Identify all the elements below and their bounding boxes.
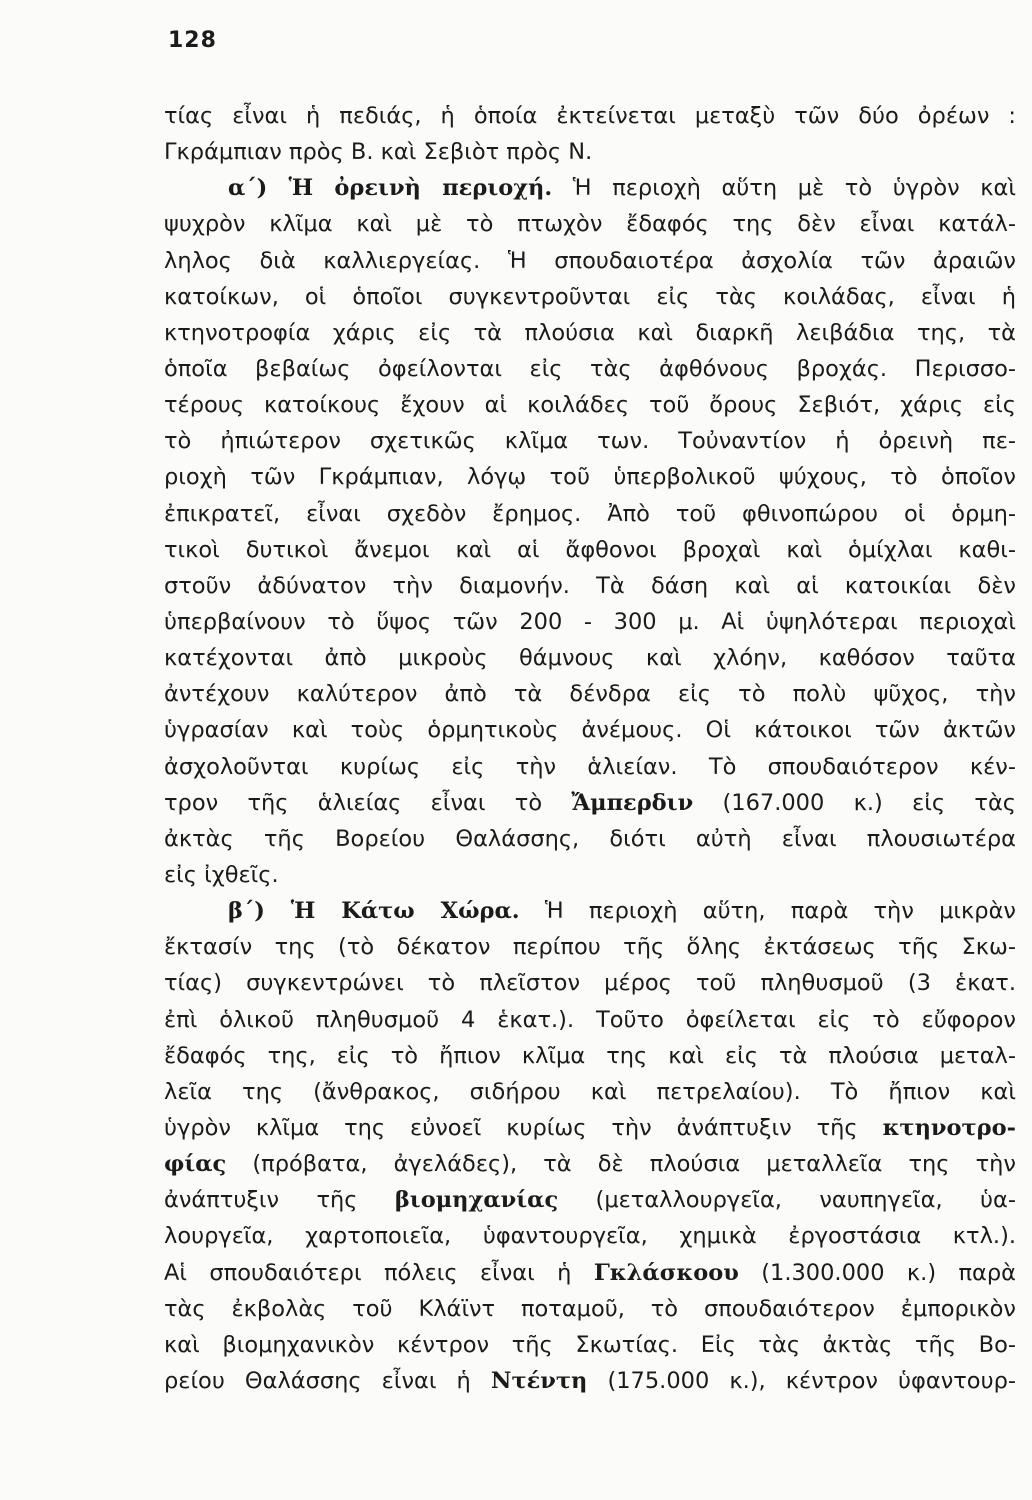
body-text <box>164 98 1016 1399</box>
text-segment: Ἡ περιοχὴ αὕτη μὲ τὸ ὑγρὸν καὶ <box>552 175 1016 202</box>
text-segment: κατέχονται ἀπὸ μικροὺς θάμνους καὶ χλόην, καθόσον ταῦτα <box>164 645 1016 672</box>
text-line <box>164 1291 1016 1327</box>
text-line <box>164 640 1016 676</box>
text-line <box>164 965 1016 1001</box>
text-line <box>164 1038 1016 1074</box>
bold-term: Ντέντη <box>490 1367 588 1394</box>
text-segment: τίας εἶναι ἡ πεδιάς, ἡ ὁποία ἐκτείνεται μεταξὺ τῶν δύο ὀρέων : <box>164 103 1016 129</box>
text-line <box>164 1327 1016 1363</box>
text-segment: ληλος διὰ καλλιεργείας. Ἡ σπουδαιοτέρα ἀσχολία τῶν ἀραιῶν <box>164 247 1016 274</box>
text-segment: (175.000 κ.), κέντρον ὑφαντουρ- <box>587 1367 1016 1394</box>
bold-term: α΄) Ἡ ὀρεινὴ περιοχή. <box>228 175 553 202</box>
text-line <box>164 315 1016 351</box>
text-line <box>164 785 1016 821</box>
text-segment: κτηνοτροφία χάρις εἰς τὰ πλούσια καὶ διαρκῆ λειβάδια της, τὰ <box>164 319 1016 346</box>
text-segment: Γκράμπιαν πρὸς Β. καὶ Σεβιὸτ πρὸς Ν. <box>164 139 593 166</box>
text-line <box>164 1146 1016 1182</box>
text-segment: ψυχρὸν κλῖμα καὶ μὲ τὸ πτωχὸν ἔδαφός της δὲν εἶναι κατάλ- <box>164 211 1016 238</box>
text-line <box>164 1363 1016 1399</box>
text-segment: ἀντέχουν καλύτερον ἀπὸ τὰ δένδρα εἰς τὸ πολὺ ψῦχος, τὴν <box>164 681 1016 708</box>
text-line <box>164 423 1016 459</box>
text-segment: ἀσχολοῦνται κυρίως εἰς τὴν ἁλιείαν. Τὸ σπουδαιότερον κέν- <box>164 753 1016 780</box>
text-segment: τὸ ἠπιώτερον σχετικῶς κλῖμα των. Τοὐναντίον ἡ ὀρεινὴ πε- <box>164 428 1016 455</box>
text-segment: ἔδαφός της, εἰς τὸ ἤπιον κλῖμα της καὶ εἰς τὰ πλούσια μεταλ- <box>164 1042 1016 1069</box>
bold-term: κτηνοτρο- <box>882 1114 1016 1141</box>
bold-term: Γκλάσκοου <box>593 1259 739 1286</box>
text-segment: ρείου Θαλάσσης εἶναι ἡ <box>164 1367 491 1394</box>
text-line <box>164 857 1016 893</box>
text-line <box>164 279 1016 315</box>
text-line <box>164 351 1016 387</box>
text-line <box>164 134 1016 170</box>
text-line <box>164 1002 1016 1038</box>
text-line <box>164 1110 1016 1146</box>
text-segment: ἔκτασίν της (τὸ δέκατον περίπου τῆς ὅλης ἐκτάσεως τῆς Σκω- <box>164 934 1016 961</box>
text-segment: ἐπὶ ὁλικοῦ πληθυσμοῦ 4 ἑκατ.). Τοῦτο ὀφείλεται εἰς τὸ εὔφορον <box>164 1006 1016 1033</box>
bold-term: Ἄμπερδιν <box>571 789 694 816</box>
text-line <box>164 1074 1016 1110</box>
text-segment: ὑπερβαίνουν τὸ ὕψος τῶν 200 - 300 μ. Αἱ ὑψηλότεραι περιοχαὶ <box>164 608 1016 635</box>
text-line <box>164 98 1016 134</box>
text-segment: εἰς ἰχθεῖς. <box>164 861 279 888</box>
text-segment: κατοίκων, οἱ ὁποῖοι συγκεντροῦνται εἰς τὰς κοιλάδας, εἶναι ἡ <box>164 283 1016 310</box>
text-segment: λεῖα της (ἄνθρακος, σιδήρου καὶ πετρελαίου). Τὸ ἤπιον καὶ <box>164 1078 1016 1105</box>
text-line <box>164 170 1016 206</box>
text-line <box>164 243 1016 279</box>
text-line <box>164 568 1016 604</box>
text-segment: (μεταλλουργεῖα, ναυπηγεῖα, ὑα- <box>558 1187 1016 1214</box>
text-segment: (1.300.000 κ.) παρὰ <box>738 1259 1016 1286</box>
text-line <box>164 496 1016 532</box>
text-line <box>164 387 1016 423</box>
text-segment: (167.000 κ.) εἰς τὰς <box>693 789 1016 816</box>
text-segment: τέρους κατοίκους ἔχουν αἱ κοιλάδες τοῦ ὄρους Σεβιότ, χάρις εἰς <box>164 392 1016 419</box>
text-line <box>164 1218 1016 1254</box>
text-segment: ἀνάπτυξιν τῆς <box>164 1187 395 1214</box>
text-segment: ὁποῖα βεβαίως ὀφείλονται εἰς τὰς ἀφθόνους βροχάς. Περισσο- <box>164 355 1016 382</box>
text-segment: Αἱ σπουδαιότερι πόλεις εἶναι ἡ <box>164 1259 594 1286</box>
text-segment: λουργεῖα, χαρτοποιεῖα, ὑφαντουργεῖα, χημικὰ ἐργοστάσια κτλ.). <box>164 1223 1016 1250</box>
text-line <box>164 749 1016 785</box>
text-segment: στοῦν ἀδύνατον τὴν διαμονήν. Τὰ δάση καὶ αἱ κατοικίαι δὲν <box>164 572 1016 599</box>
text-segment: τίας) συγκεντρώνει τὸ πλεῖστον μέρος τοῦ πληθυσμοῦ (3 ἑκατ. <box>164 970 1016 997</box>
text-line <box>164 532 1016 568</box>
text-line <box>164 929 1016 965</box>
text-segment: ἐπικρατεῖ, εἶναι σχεδὸν ἔρημος. Ἀπὸ τοῦ φθινοπώρου οἱ ὁρμη- <box>164 500 1016 527</box>
text-line <box>164 459 1016 495</box>
text-segment: ριοχὴ τῶν Γκράμπιαν, λόγῳ τοῦ ὑπερβολικοῦ ψύχους, τὸ ὁποῖον <box>164 464 1016 491</box>
text-line <box>164 893 1016 929</box>
text-segment: ὑγρὸν κλῖμα της εὐνοεῖ κυρίως τὴν ἀνάπτυξιν τῆς <box>164 1114 883 1141</box>
bold-term: φίας <box>164 1151 227 1178</box>
text-line <box>164 604 1016 640</box>
text-segment: τικοὶ δυτικοὶ ἄνεμοι καὶ αἱ ἄφθονοι βροχαὶ καὶ ὁμίχλαι καθι- <box>164 536 1016 563</box>
text-line <box>164 206 1016 242</box>
text-segment: καὶ βιομηχανικὸν κέντρον τῆς Σκωτίας. Εἰς τὰς ἀκτὰς τῆς Βο- <box>164 1331 1016 1358</box>
text-line <box>164 676 1016 712</box>
bold-term: β΄) Ἡ Κάτω Χώρα. <box>228 898 520 925</box>
text-line <box>164 821 1016 857</box>
text-segment: ὑγρασίαν καὶ τοὺς ὁρμητικοὺς ἀνέμους. Οἱ κάτοικοι τῶν ἀκτῶν <box>164 717 1016 744</box>
text-segment: ἀκτὰς τῆς Βορείου Θαλάσσης, διότι αὐτὴ εἶναι πλουσιωτέρα <box>164 825 1016 852</box>
text-line <box>164 1182 1016 1218</box>
text-segment: Ἡ περιοχὴ αὕτη, παρὰ τὴν μικρὰν <box>519 898 1016 925</box>
text-line <box>164 712 1016 748</box>
text-segment: τὰς ἐκβολὰς τοῦ Κλάϊντ ποταμοῦ, τὸ σπουδαιότερον ἐμπορικὸν <box>164 1295 1016 1322</box>
page-number: 128 <box>168 28 217 53</box>
text-line <box>164 1255 1016 1291</box>
bold-term: βιομηχανίας <box>394 1187 559 1214</box>
text-segment: τρον τῆς ἁλιείας εἶναι τὸ <box>164 789 572 816</box>
text-segment: (πρόβατα, ἀγελάδες), τὰ δὲ πλούσια μεταλλεῖα της τὴν <box>226 1151 1016 1178</box>
